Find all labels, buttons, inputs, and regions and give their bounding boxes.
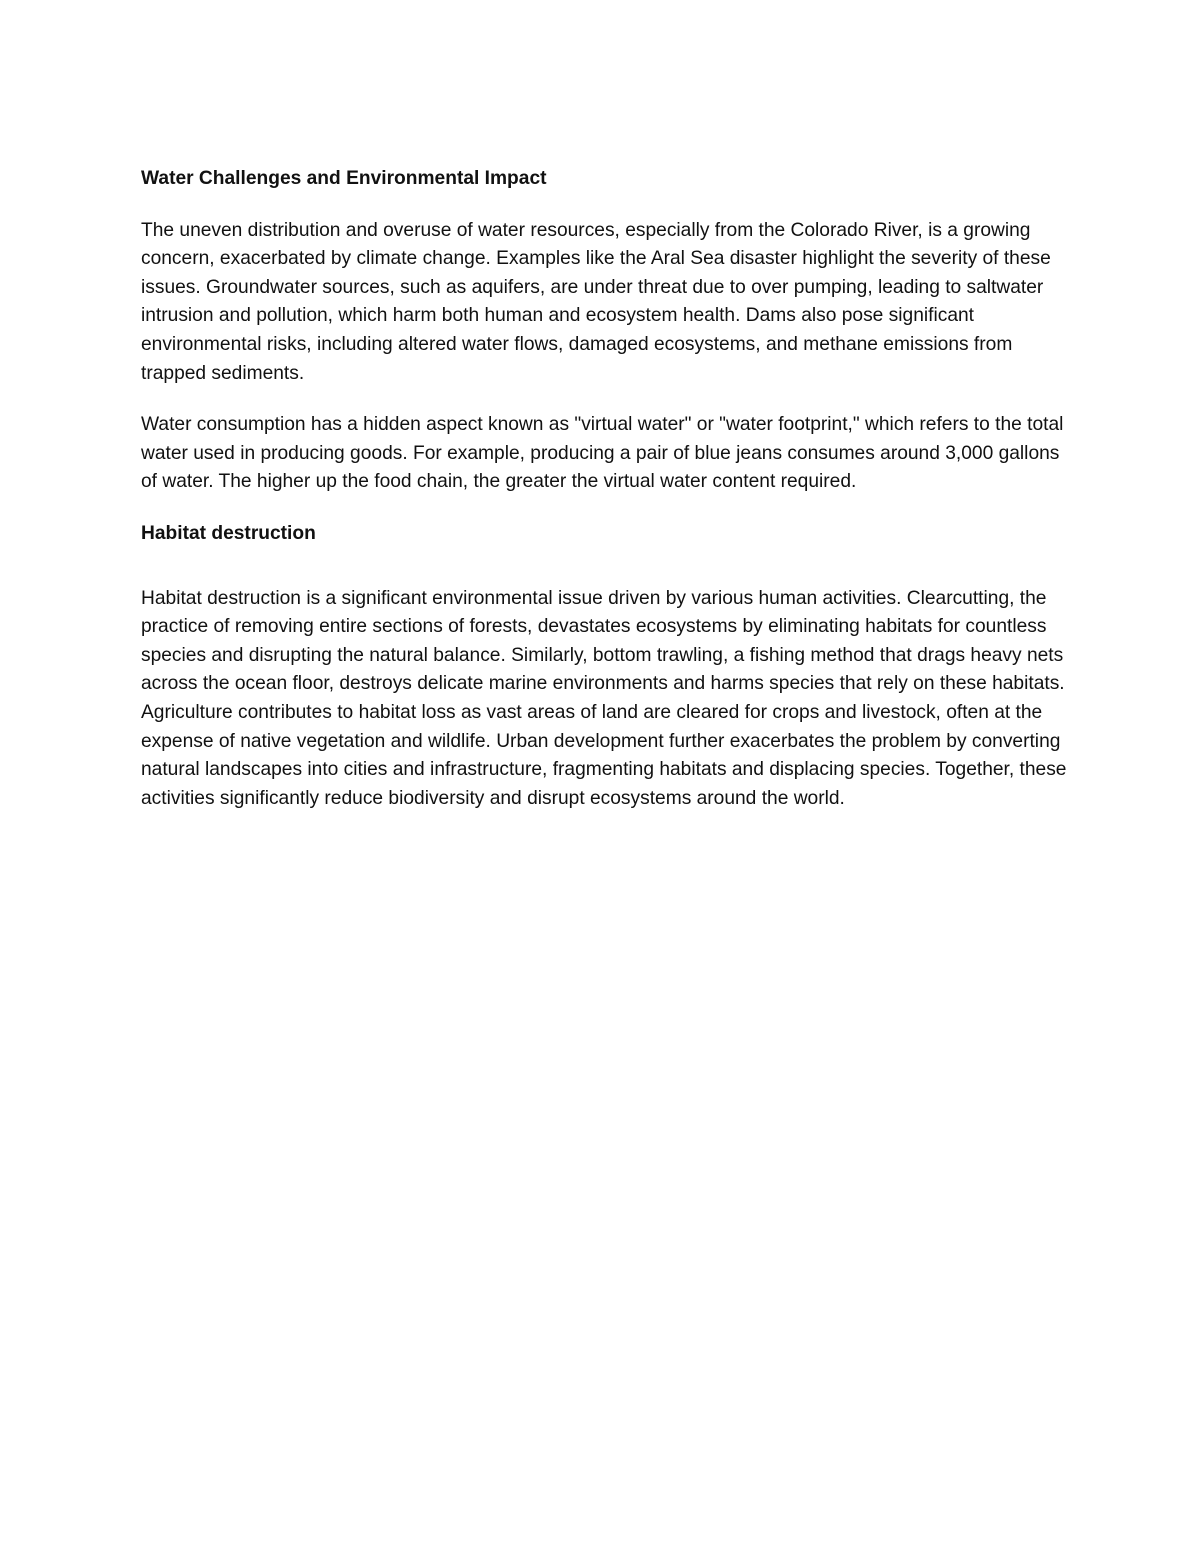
paragraph-virtual-water: Water consumption has a hidden aspect known as "virtual water" or "water footprint," which refers to the total water used in producing goods. For example, producing a pair of blue jeans consumes around 3,000 gallons of water. The higher up the food chain, the greater the virtual water content required.: [141, 414, 1064, 493]
paragraph-habitat-destruction: Habitat destruction is a significant environmental issue driven by various human activities. Clearcutting, the practice of removing entire sections of forests, devastates ecosystems by eliminating habitats for countless species and disrupting the natural balance. Similarly, bottom trawling, a fishing method that drags heavy nets across the ocean floor, destroys delicate marine environments and harms species that rely on these habitats. Agriculture contributes to habitat loss as vast areas of land are cleared for crops and livestock, often at the expense of native vegetation and wildlife. Urban development further exacerbates the problem by converting natural landscapes into cities and infrastructure, fragmenting habitats and displacing species. Together, these activities significantly reduce biodiversity and disrupt ecosystems around the world.: [141, 587, 1067, 809]
paragraph-water-resources: The uneven distribution and overuse of water resources, especially from the Colorado River, is a growing concern, exacerbated by climate change. Examples like the Aral Sea disaster highlight the severity of these issues. Groundwater sources, such as aquifers, are under threat due to over pumping, leading to saltwater intrusion and pollution, which harm both human and ecosystem health. Dams also pose significant environmental risks, including altered water flows, damaged ecosystems, and methane emissions from trapped sediments.: [141, 219, 1051, 384]
document-body: [141, 165, 1071, 813]
section-heading-water-challenges: Water Challenges and Environmental Impact: [141, 168, 547, 189]
section-heading-habitat-destruction: Habitat destruction: [141, 522, 316, 544]
